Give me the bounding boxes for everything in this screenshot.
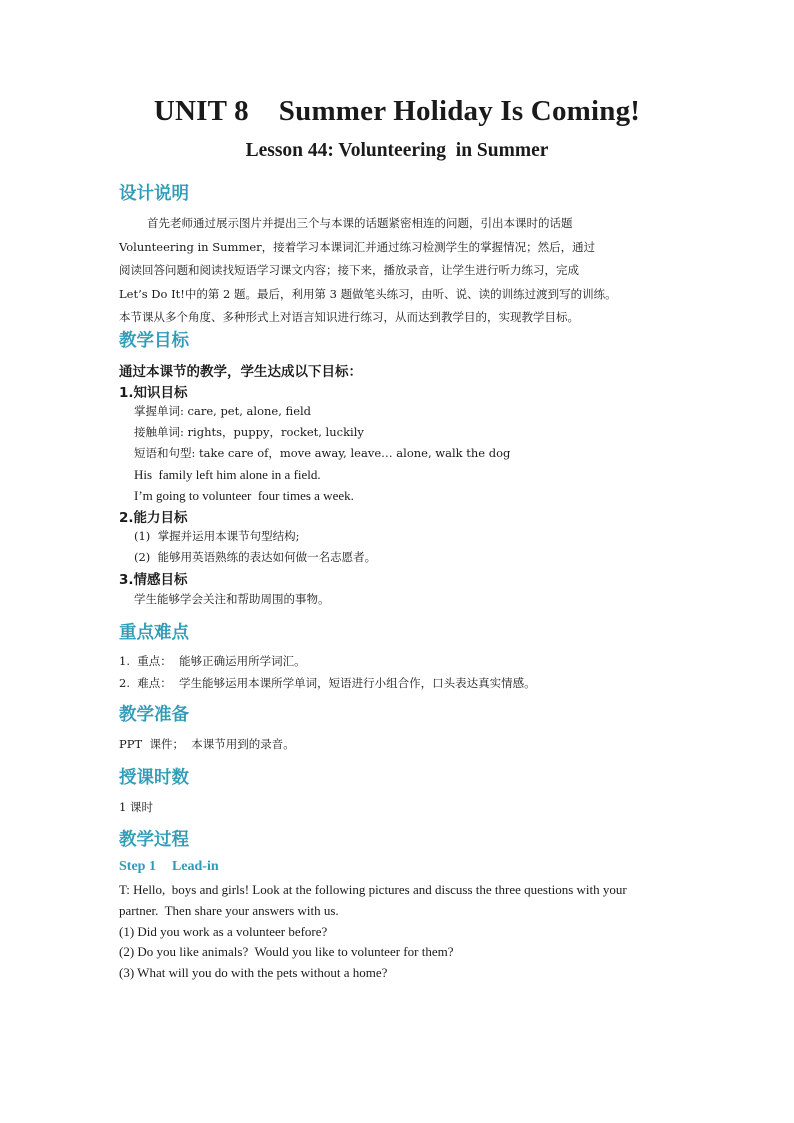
knowledge-item: I’m going to volunteer four times a week. [134,488,354,503]
knowledge-item: 掌握单词: care, pet, alone, field [134,404,312,418]
process-heading: 教学过程 [119,830,189,850]
prep-heading: 教学准备 [119,705,189,725]
step-label: Step 1 [119,859,156,874]
prep-text: PPT 课件； 本课节用到的录音。 [119,737,295,751]
design-line: Let’s Do It!中的第 2 题。最后，利用第 3 题做笔头练习，由听、说、读的训练过渡到写的训练。 [119,286,617,301]
design-line: 阅读回答问题和阅读找短语学习课文内容；接下来，播放录音，让学生进行听力练习，完成 [119,263,579,277]
design-paragraph [119,212,669,330]
goals-intro: 通过本课节的教学，学生达成以下目标： [119,364,362,380]
ability-item: (2) 能够用英语熟练的表达如何做一名志愿者。 [134,550,377,564]
emotion-goal-label: 3.情感目标 [119,572,188,588]
unit-name: Summer Holiday Is Coming! [278,95,641,127]
lesson-title: Lesson 44: Volunteering in Summer [245,140,549,161]
unit-number: UNIT 8 [153,95,249,127]
keypoint-item: 2. 难点： 学生能够运用本课所学单词，短语进行小组合作，口头表达真实情感。 [119,676,536,690]
step-name: Lead-in [171,859,219,874]
ability-goal-label: 2.能力目标 [119,510,188,526]
design-line: 首先老师通过展示图片并提出三个与本课的话题紧密相连的问题，引出本课时的话题 [147,216,573,230]
process-line: partner. Then share your answers with us. [119,903,339,918]
hours-text: 1 课时 [119,800,153,814]
knowledge-item: 短语和句型: take care of，move away, leave… alone, walk the dog [134,446,511,460]
emotion-item: 学生能够学会关注和帮助周围的事物。 [134,592,330,606]
question-item: (1) Did you work as a volunteer before? [119,924,328,939]
keypoints-heading: 重点难点 [119,623,189,643]
knowledge-item: His family left him alone in a field. [134,467,321,482]
knowledge-goal-label: 1.知识目标 [119,385,188,401]
keypoint-item: 1. 重点： 能够正确运用所学词汇。 [119,654,306,668]
design-heading: 设计说明 [119,184,189,204]
unit-title [0,95,794,128]
process-line: T: Hello, boys and girls! Look at the following pictures and discuss the three questions with your [119,882,627,897]
question-item: (3) What will you do with the pets without a home? [119,965,388,980]
design-line: 本节课从多个角度、多种形式上对语言知识进行练习，从而达到教学目的，实现教学目标。 [119,310,579,324]
design-line: Volunteering in Summer，接着学习本课词汇并通过练习检测学生的掌握情况；然后，通过 [119,239,596,254]
hours-heading: 授课时数 [119,768,189,788]
question-item: (2) Do you like animals? Would you like to volunteer for them? [119,944,454,959]
goals-heading: 教学目标 [119,331,189,351]
ability-item: (1) 掌握并运用本课节句型结构; [134,529,300,543]
knowledge-item: 接触单词: rights，puppy，rocket, luckily [134,425,364,439]
step-heading [119,859,219,875]
